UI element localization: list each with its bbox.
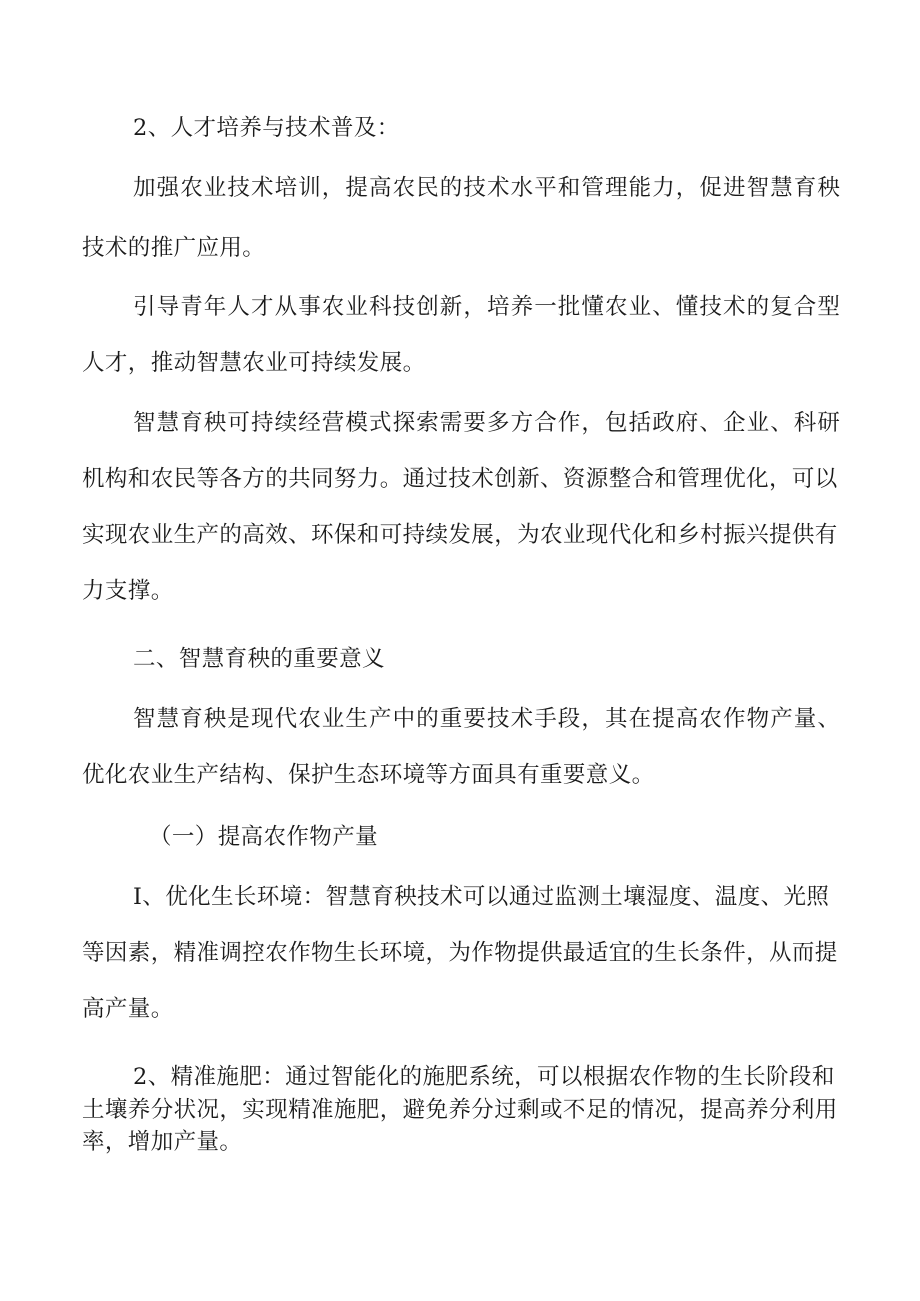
paragraph-line: 技术的推广应用。	[82, 235, 266, 261]
paragraph-line: 人才，推动智慧农业可持续发展。	[82, 350, 426, 376]
paragraph-line: 率，增加产量。	[82, 1129, 243, 1155]
section-heading-talent-training: 2、人才培养与技术普及：	[133, 115, 400, 141]
paragraph-line: 实现农业生产的高效、环保和可持续发展，为农业现代化和乡村振兴提供有	[82, 522, 838, 548]
paragraph-line: I、优化生长环境：智慧育秧技术可以通过监测土壤湿度、温度、光照	[133, 884, 830, 910]
paragraph-line: 引导青年人才从事农业科技创新，培养一批懂农业、懂技术的复合型	[133, 294, 842, 320]
paragraph-line: 2、精准施肥：通过智能化的施肥系统，可以根据农作物的生长阶段和	[133, 1064, 835, 1090]
paragraph-line: 力支撑。	[82, 578, 174, 604]
paragraph-line: 土壤养分状况，实现精准施肥，避免养分过剩或不足的情况，提高养分利用	[82, 1097, 838, 1123]
paragraph-line: 机构和农民等各方的共同努力。通过技术创新、资源整合和管理优化，可以	[82, 466, 838, 492]
paragraph-line: 智慧育秧是现代农业生产中的重要技术手段，其在提高农作物产量、	[133, 706, 842, 732]
paragraph-line: 高产量。	[82, 996, 174, 1022]
paragraph-line: 优化农业生产结构、保护生态环境等方面具有重要意义。	[82, 762, 655, 788]
paragraph-line: 等因素，精准调控农作物生长环境，为作物提供最适宜的生长条件，从而提	[82, 940, 838, 966]
paragraph-line: 加强农业技术培训，提高农民的技术水平和管理能力，促进智慧育秧	[133, 175, 842, 201]
paragraph-line: 智慧育秧可持续经营模式探索需要多方合作，包括政府、企业、科研	[133, 410, 842, 436]
subsection-heading-crop-yield: （一）提高农作物产量	[149, 824, 379, 850]
section-heading-importance: 二、智慧育秧的重要意义	[133, 646, 385, 672]
